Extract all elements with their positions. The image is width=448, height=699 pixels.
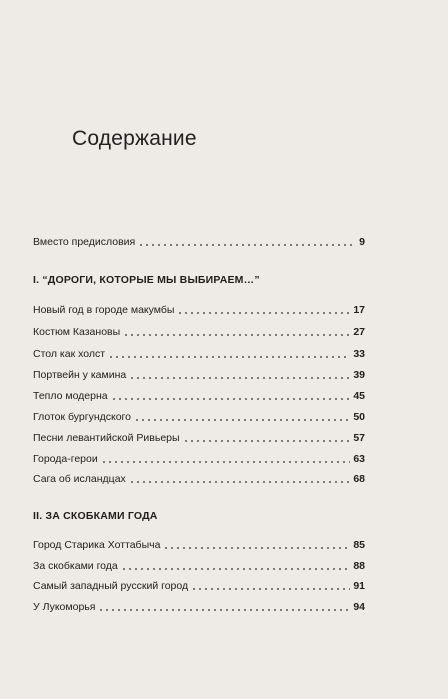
toc-entry-page: 57 <box>353 432 365 444</box>
toc-entry-label: Песни левантийской Ривьеры <box>33 432 180 444</box>
toc-entry-label: За скобками года <box>33 560 118 572</box>
dot-leader <box>129 481 351 483</box>
toc-entry[interactable] <box>33 429 365 445</box>
toc-entry-label: Глоток бургундского <box>33 411 131 423</box>
toc-entry-label: Сага об исландцах <box>33 473 126 485</box>
toc-entry-label: Новый год в городе макумбы <box>33 304 175 316</box>
toc-entry[interactable] <box>33 408 365 424</box>
toc-entry[interactable] <box>33 387 365 403</box>
toc-entry[interactable] <box>33 366 365 382</box>
toc-entry-page: 91 <box>353 580 365 592</box>
dot-leader <box>177 312 350 314</box>
toc-entry[interactable] <box>33 536 365 552</box>
toc-entry[interactable] <box>33 598 365 614</box>
dot-leader <box>134 419 350 421</box>
toc-entry-label: Портвейн у камина <box>33 369 127 381</box>
page-title: Содержание <box>72 127 197 150</box>
dot-leader <box>108 356 350 358</box>
toc-entry-page: 9 <box>359 236 365 248</box>
dot-leader <box>129 377 350 379</box>
dot-leader <box>98 609 350 611</box>
toc-entry-label: Костюм Казановы <box>33 326 121 338</box>
toc-entry-label: У Лукоморья <box>33 601 96 613</box>
toc-entry-page: 33 <box>353 348 365 360</box>
toc-entry[interactable] <box>33 577 365 593</box>
toc-entry-page: 68 <box>353 473 365 485</box>
toc-entry-label: Города-герои <box>33 453 98 465</box>
toc-entry-label: Стол как холст <box>33 348 106 360</box>
toc-entry-page: 94 <box>353 601 365 613</box>
toc-entry-label: Город Старика Хоттабыча <box>33 539 161 551</box>
dot-leader <box>123 334 350 336</box>
dot-leader <box>111 398 351 400</box>
toc-entry[interactable] <box>33 450 365 466</box>
toc-entry-page: 63 <box>353 453 365 465</box>
toc-entry-label: Тепло модерна <box>33 390 108 402</box>
dot-leader <box>183 440 351 442</box>
toc-entry[interactable] <box>33 345 365 361</box>
dot-leader <box>163 547 350 549</box>
toc-entry-page: 88 <box>353 560 365 572</box>
toc-entry[interactable] <box>33 470 365 486</box>
dot-leader <box>138 244 352 246</box>
toc-entry-label: Вместо предисловия <box>33 236 136 248</box>
toc-entry-page: 39 <box>353 369 365 381</box>
toc-entry-intro[interactable] <box>33 233 365 249</box>
toc-entry-label: Самый западный русский город <box>33 580 189 592</box>
dot-leader <box>191 588 350 590</box>
toc-entry-page: 50 <box>353 411 365 423</box>
toc-entry-page: 45 <box>353 390 365 402</box>
toc-entry-page: 85 <box>353 539 365 551</box>
toc-entry[interactable] <box>33 301 365 317</box>
dot-leader <box>101 461 351 463</box>
section-heading-2: II. ЗА СКОБКАМИ ГОДА <box>33 510 158 522</box>
toc-entry-page: 17 <box>353 304 365 316</box>
toc-entry[interactable] <box>33 557 365 573</box>
toc-entry-page: 27 <box>353 326 365 338</box>
dot-leader <box>121 568 351 570</box>
toc-entry[interactable] <box>33 323 365 339</box>
section-heading-1: I. “ДОРОГИ, КОТОРЫЕ МЫ ВЫБИРАЕМ…” <box>33 274 260 286</box>
